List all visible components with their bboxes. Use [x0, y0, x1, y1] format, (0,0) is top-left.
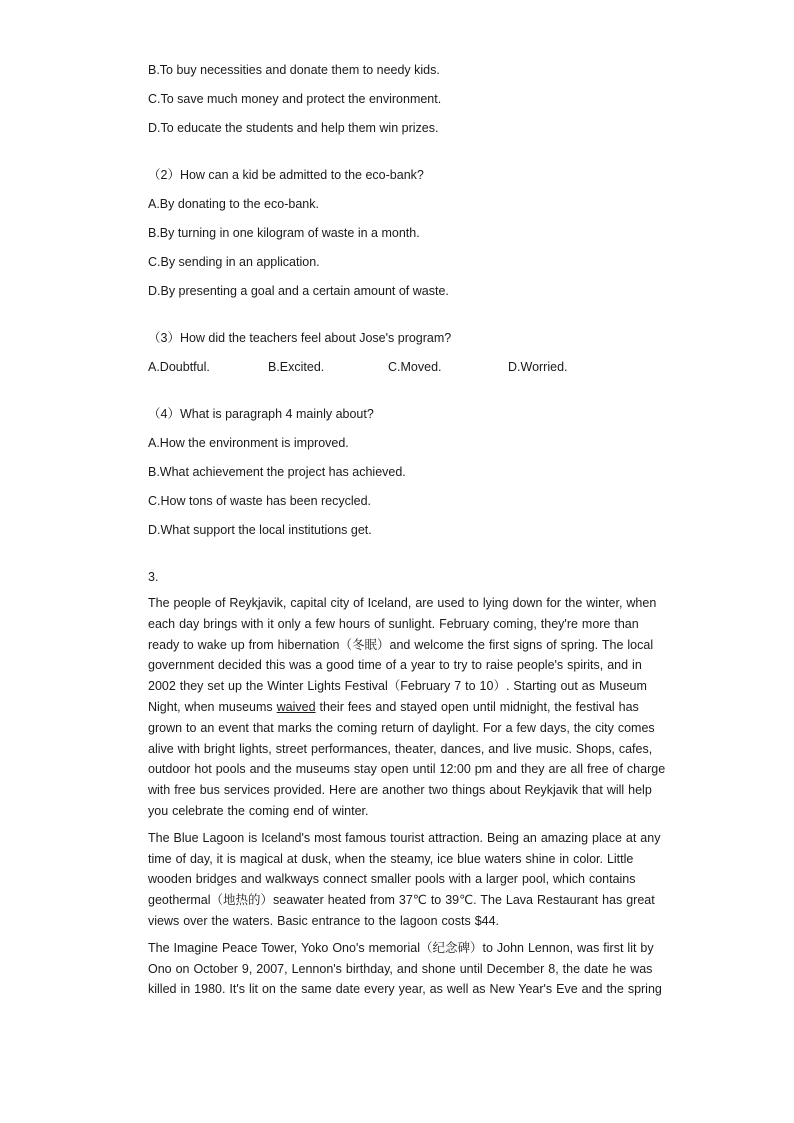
q1-option-b: B.To buy necessities and donate them to needy kids.	[148, 63, 440, 77]
paragraph-line	[148, 697, 668, 718]
q2-option-a: A.By donating to the eco-bank.	[148, 197, 319, 211]
underlined-word-waived: waived	[276, 699, 316, 714]
passage-paragraph-1	[148, 593, 668, 822]
paragraph-line: views over the waters. Basic entrance to the lagoon costs $44.	[148, 913, 500, 928]
q4-option-c: C.How tons of waste has been recycled.	[148, 494, 372, 508]
q3-option-b: B.Excited.	[268, 360, 325, 374]
passage-paragraph-2	[148, 828, 668, 932]
q3-option-d: D.Worried.	[508, 360, 568, 374]
paragraph-line: geothermal（地热的）seawater heated from 37℃ to 39℃. The Lava Restaurant has great	[148, 893, 655, 908]
q3-option-a: A.Doubtful.	[148, 360, 210, 374]
q3-option-c: C.Moved.	[388, 360, 442, 374]
q2-question: （2）How can a kid be admitted to the eco-bank?	[148, 168, 424, 182]
q4-option-b: B.What achievement the project has achieved.	[148, 465, 406, 479]
paragraph-line: you celebrate the coming end of winter.	[148, 803, 369, 818]
q2-option-b: B.By turning in one kilogram of waste in a month.	[148, 226, 420, 240]
q4-option-a: A.How the environment is improved.	[148, 436, 349, 450]
q4-option-d: D.What support the local institutions get.	[148, 523, 372, 537]
paragraph-line: ready to wake up from hibernation（冬眠）and welcome the first signs of spring. The local	[148, 637, 654, 652]
paragraph-line: with free bus services provided. Here are another two things about Reykjavik that will help	[148, 783, 652, 798]
paragraph-line: wooden bridges and walkways connect smaller pools with a larger pool, which contains	[148, 872, 636, 887]
paragraph-line: grown to an event that marks the coming return of daylight. For a few days, the city comes	[148, 720, 655, 735]
paragraph-line: The Blue Lagoon is Iceland's most famous tourist attraction. Being an amazing place at any	[148, 830, 661, 845]
line-text: Night, when museums	[148, 699, 277, 714]
q3-question: （3）How did the teachers feel about Jose's program?	[148, 331, 452, 345]
line-text: their fees and stayed open until midnight, the festival has	[315, 699, 639, 714]
passage-paragraph-3	[148, 938, 668, 1000]
paragraph-line: government decided this was a good time of a year to try to raise people's spirits, and in	[148, 658, 642, 673]
paragraph-line: Ono on October 9, 2007, Lennon's birthday, and shone until December 8, the date he was	[148, 961, 653, 976]
paragraph-line: alive with bright lights, street performances, theater, dances, and live music. Shops, cafes,	[148, 741, 653, 756]
q2-option-d: D.By presenting a goal and a certain amount of waste.	[148, 284, 449, 298]
paragraph-line: outdoor hot pools and the museums stay open until 12:00 pm and they are all free of charge	[148, 762, 666, 777]
q1-option-c: C.To save much money and protect the environment.	[148, 92, 442, 106]
paragraph-line: each day brings with it only a few hours of sunlight. February coming, they're more than	[148, 616, 639, 631]
q2-option-c: C.By sending in an application.	[148, 255, 320, 269]
q4-question: （4）What is paragraph 4 mainly about?	[148, 407, 374, 421]
paragraph-line: The people of Reykjavik, capital city of Iceland, are used to lying down for the winter, when	[148, 596, 657, 610]
q3-options-row	[148, 357, 668, 377]
paragraph-line: The Imagine Peace Tower, Yoko Ono's memorial（纪念碑）to John Lennon, was first lit by	[148, 940, 654, 955]
paragraph-line: time of day, it is magical at dusk, when the steamy, ice blue waters shine in color. Little	[148, 851, 634, 866]
document-page	[148, 60, 668, 1006]
section-number: 3.	[148, 570, 159, 584]
q1-option-d: D.To educate the students and help them win prizes.	[148, 121, 439, 135]
paragraph-line: killed in 1980. It's lit on the same date every year, as well as New Year's Eve and the spring	[148, 982, 662, 997]
paragraph-line: 2002 they set up the Winter Lights Festival（February 7 to 10）. Starting out as Museum	[148, 679, 647, 694]
